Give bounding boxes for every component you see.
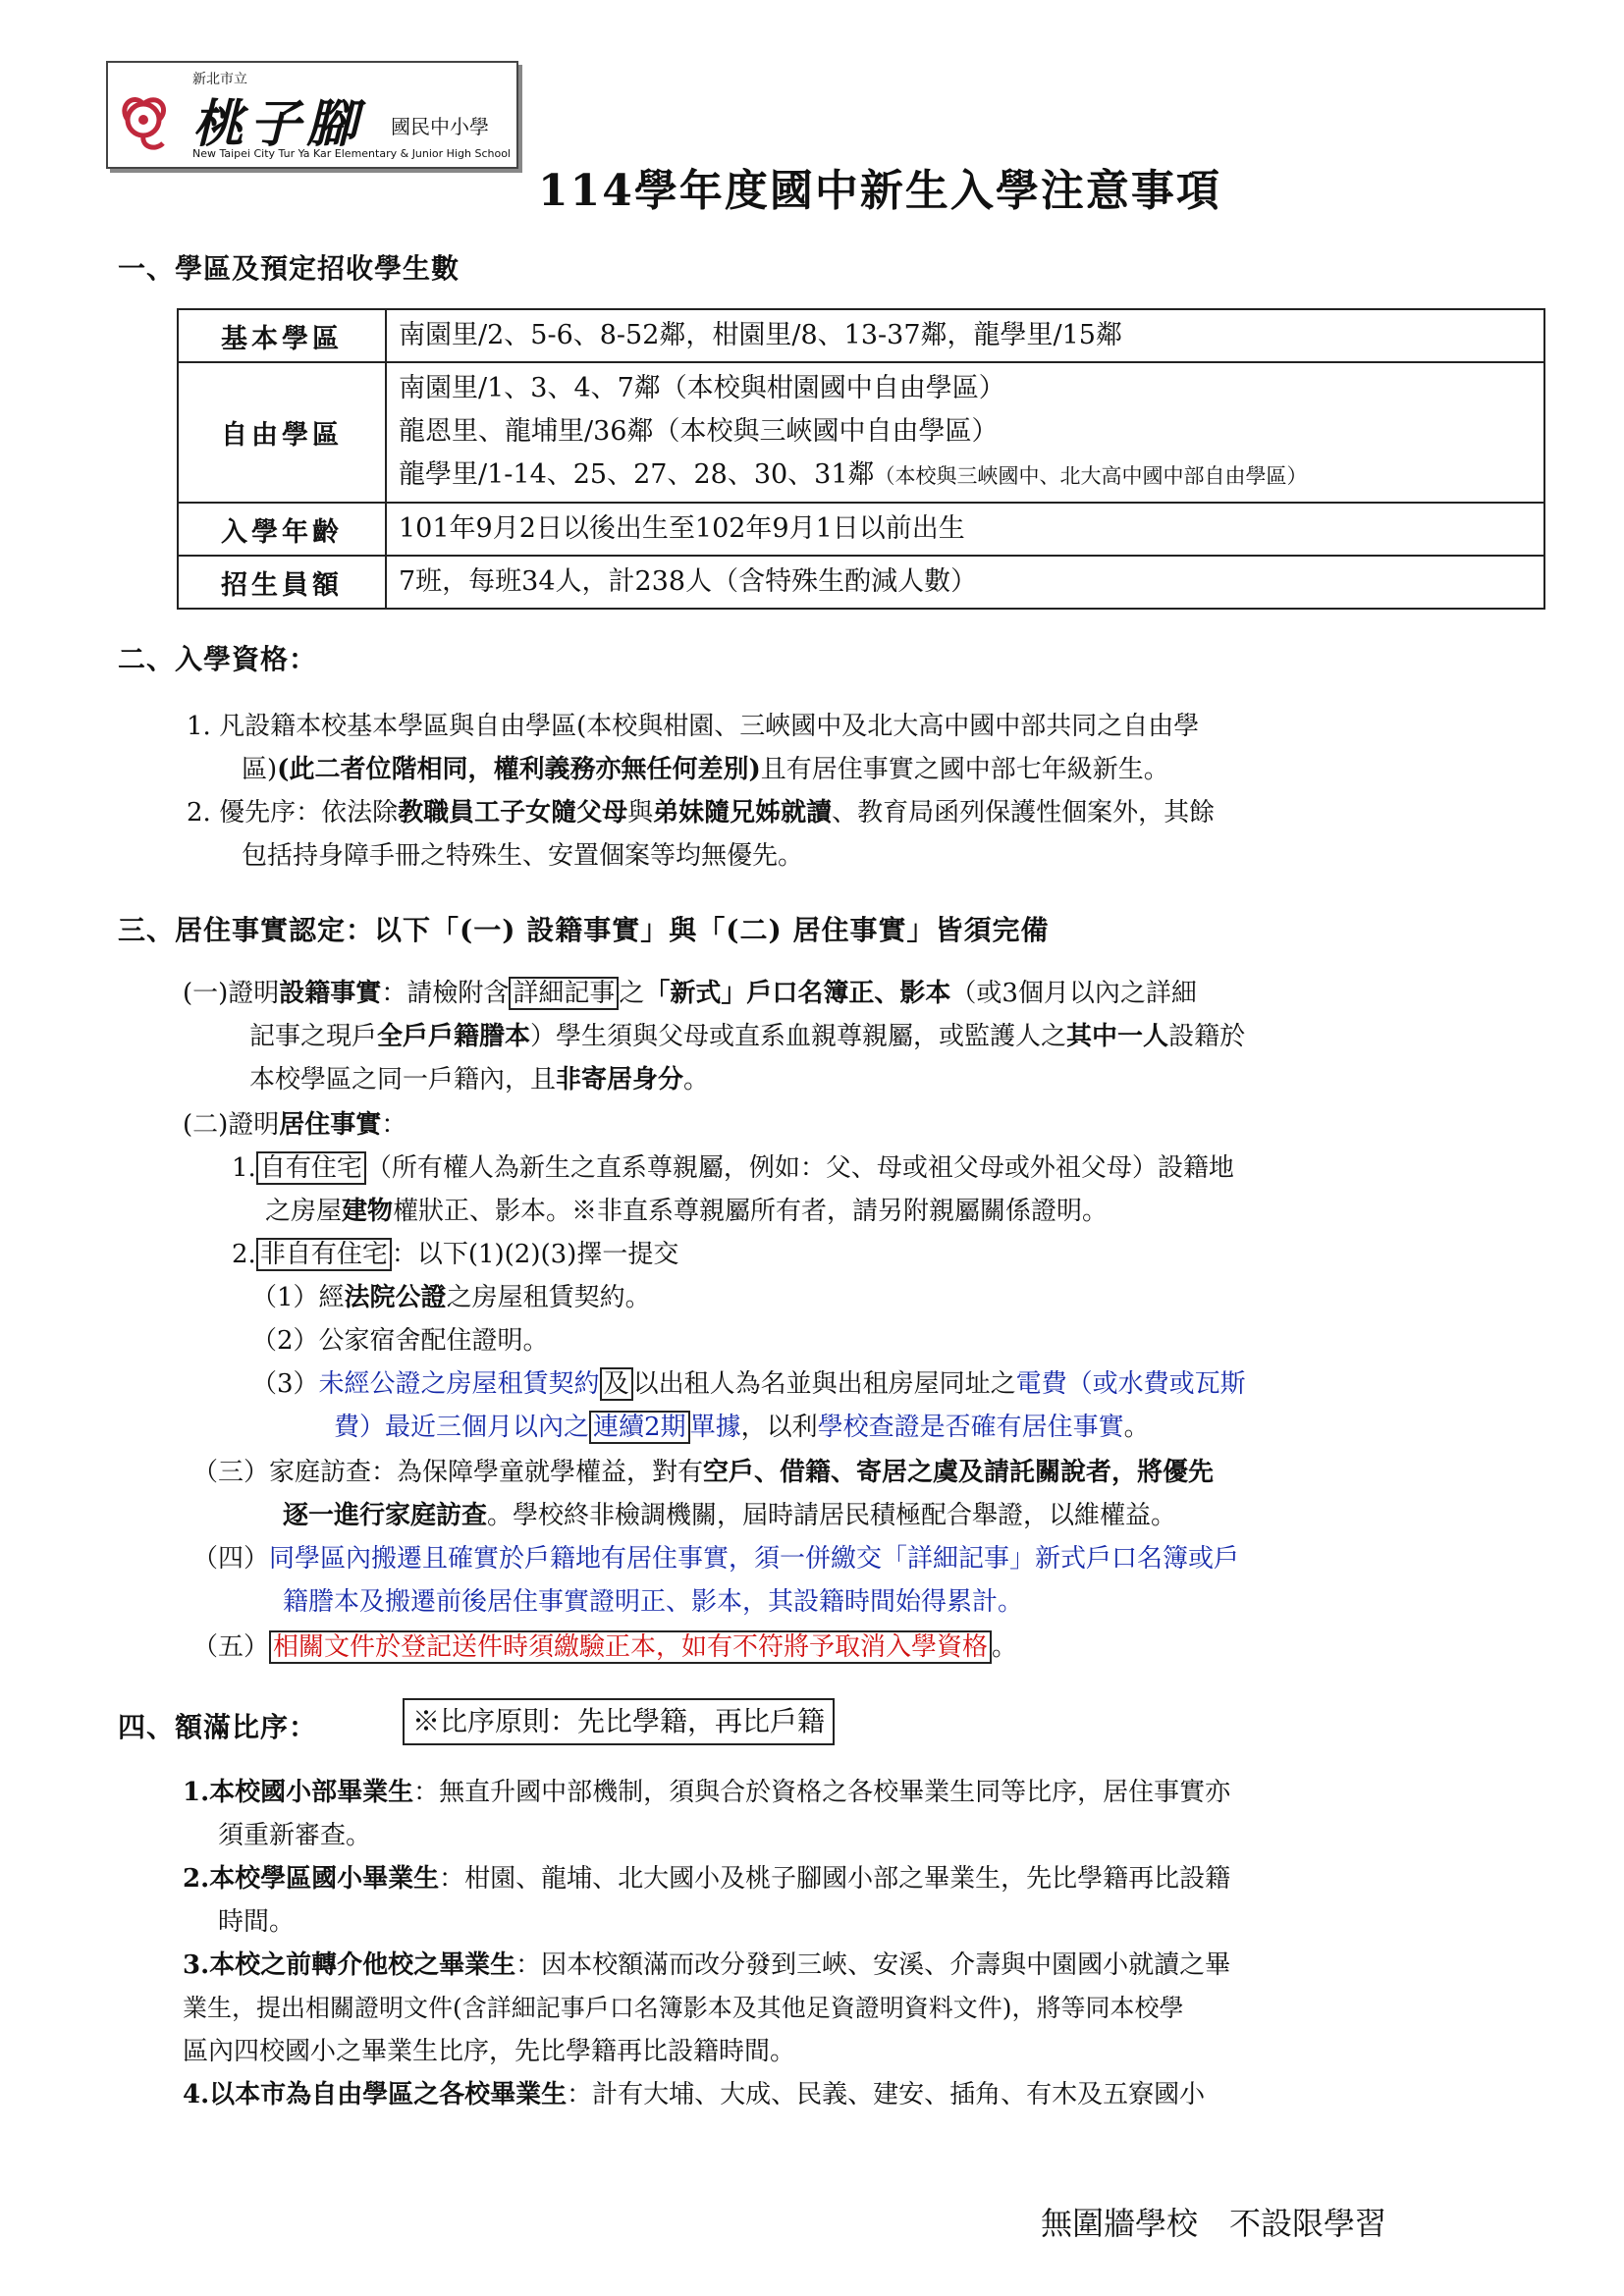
opt3-lease-text: 未經公證之房屋租賃契約 bbox=[318, 1369, 600, 1399]
s1-boxed: 詳細記事 bbox=[509, 977, 619, 1010]
i1-bold: 1.本校國小部畢業生 bbox=[183, 1778, 414, 1807]
section3-sub3-line1 bbox=[192, 1451, 1567, 1494]
ranking-item1-line1 bbox=[183, 1771, 1567, 1814]
s2-bold: 居住事實 bbox=[279, 1110, 382, 1140]
logo-english-name: New Taipei City Tur Ya Kar Elementary & Junior High School bbox=[192, 147, 511, 160]
s1-bold1: 設籍事實 bbox=[279, 979, 382, 1008]
section2-item1-bold: (此二者位階相同，權利義務亦無任何差別) bbox=[277, 755, 761, 784]
ranking-item1-line2: 須重新審查。 bbox=[218, 1821, 372, 1850]
section1-heading: 一、學區及預定招收學生數 bbox=[118, 252, 460, 285]
own-house-line2 bbox=[232, 1190, 1567, 1233]
s1-text-g: 設籍於 bbox=[1168, 1022, 1246, 1051]
own-text-b: 之房屋 bbox=[265, 1197, 343, 1226]
section2-item2-rest: 、教育局函列保護性個案外，其餘 bbox=[832, 798, 1216, 828]
s3-bold1: 空戶、借籍、寄居之虞及請託關說者，將優先 bbox=[703, 1458, 1215, 1487]
basic-district-label: 基本學區 bbox=[178, 309, 386, 362]
ranking-item2 bbox=[183, 1857, 1567, 1944]
district-table bbox=[177, 308, 1545, 610]
section2-item2-line1 bbox=[187, 791, 1561, 834]
section2-item1-text: 區) bbox=[242, 755, 278, 784]
ranking-item3-line1 bbox=[183, 1944, 1567, 1987]
ranking-item2-line2: 時間。 bbox=[218, 1907, 296, 1937]
opt3-text-b: ，以利 bbox=[740, 1413, 818, 1442]
opt1-text-b: 之房屋租賃契約。 bbox=[446, 1283, 651, 1312]
ranking-principle: ※比序原則：先比學籍，再比戶籍 bbox=[403, 1698, 835, 1745]
free-district-line2: 龍恩里、龍埔里/36鄰（本校與三峽國中自由學區） bbox=[399, 416, 999, 447]
ranking-item3-line2: 業生，提出相關證明文件(含詳細記事戶口名簿影本及其他足資證明資料文件)，將等同本校學 bbox=[183, 1994, 1184, 2022]
free-district-label: 自由學區 bbox=[178, 362, 386, 503]
logo-top-text: 新北市立 bbox=[192, 72, 247, 87]
section3-sub4 bbox=[192, 1537, 1567, 1624]
ranking-item4 bbox=[183, 2073, 1567, 2116]
section3-sub5 bbox=[192, 1626, 1017, 1669]
ranking-item3 bbox=[183, 1944, 1567, 2073]
i2-text-a: ：柑園、龍埔、北大國小及桃子腳國小部之畢業生，先比學籍再比設籍 bbox=[439, 1864, 1231, 1894]
s1-text-c: 之 bbox=[619, 979, 645, 1008]
non-own-house-boxed: 非自有住宅 bbox=[256, 1238, 392, 1271]
free-district-line3-note: （本校與三峽國中、北大高中國中部自由學區） bbox=[874, 464, 1308, 488]
s1-text-a: (一)證明 bbox=[183, 979, 280, 1008]
section2-item1-line2 bbox=[187, 748, 1561, 791]
section2-item2-mid: 與 bbox=[627, 798, 654, 828]
s1-bold2: 「新式」戶口名簿正、影本 bbox=[644, 979, 951, 1008]
flower-logo-icon bbox=[114, 86, 194, 155]
i4-bold: 4.以本市為自由學區之各校畢業生 bbox=[183, 2080, 568, 2109]
s1-text-i: 。 bbox=[683, 1065, 710, 1095]
s1-text-b: ：請檢附含 bbox=[381, 979, 510, 1008]
s1-text-e: 記事之現戶 bbox=[249, 1022, 378, 1051]
option3 bbox=[251, 1362, 1567, 1449]
section3-sub1-line3 bbox=[183, 1058, 1557, 1101]
s1-bold5: 非寄居身分 bbox=[556, 1065, 684, 1095]
section3-sub1-line2 bbox=[183, 1015, 1557, 1058]
free-district-line3 bbox=[399, 454, 1532, 498]
section3-heading: 三、居住事實認定：以下「(一) 設籍事實」與「(二) 居住事實」皆須完備 bbox=[118, 914, 1050, 946]
section3-sub2-heading bbox=[183, 1103, 406, 1147]
section2-item2 bbox=[187, 791, 1561, 878]
ranking-item1 bbox=[183, 1771, 1567, 1857]
s1-bold4: 其中一人 bbox=[1066, 1022, 1169, 1051]
s3-text-a: （三）家庭訪查：為保障學童就學權益，對有 bbox=[192, 1458, 704, 1487]
section3-sub3 bbox=[192, 1451, 1567, 1537]
page-title: 114學年度國中新生入學注意事項 bbox=[538, 166, 1221, 216]
own-house-item bbox=[232, 1147, 1567, 1233]
s1-text-h: 本校學區之同一戶籍內，且 bbox=[249, 1065, 557, 1095]
own-house-boxed: 自有住宅 bbox=[256, 1151, 366, 1185]
section3-sub1 bbox=[183, 972, 1557, 1101]
section2-item1 bbox=[187, 705, 1561, 791]
s2-text-a: (二)證明 bbox=[183, 1110, 280, 1140]
s3-text-b: 。學校終非檢調機關，屆時請居民積極配合舉證，以維權益。 bbox=[487, 1501, 1177, 1530]
section3-sub3-line2 bbox=[192, 1494, 1567, 1537]
i2-bold: 2.本校學區國小畢業生 bbox=[183, 1864, 440, 1894]
section3-sub4-line2: 籍謄本及搬遷前後居住事實證明正、影本，其設籍時間始得累計。 bbox=[283, 1587, 1024, 1617]
section2-item2-line2: 包括持身障手冊之特殊生、安置個案等均無優先。 bbox=[242, 841, 804, 871]
opt3-two-periods-boxed: 連續2期 bbox=[589, 1411, 690, 1444]
i3-bold: 3.本校之前轉介他校之畢業生 bbox=[183, 1950, 516, 1980]
s5-end: 。 bbox=[992, 1632, 1018, 1662]
section4-heading: 四、額滿比序： bbox=[118, 1711, 318, 1743]
opt3-text-a: 以出租人為名並與出租房屋同址之 bbox=[632, 1369, 1016, 1399]
own-text-a: （所有權人為新生之直系尊親屬，例如：父、母或祖父母或外祖父母）設籍地 bbox=[365, 1153, 1234, 1183]
ranking-item3-line3: 區內四校國小之畢業生比序，先比學籍再比設籍時間。 bbox=[183, 2037, 796, 2066]
opt3-num: （3） bbox=[251, 1369, 319, 1399]
section3-sub4-line1 bbox=[192, 1537, 1567, 1580]
nonown-text: ：以下(1)(2)(3)擇一提交 bbox=[391, 1240, 679, 1269]
own-num: 1. bbox=[232, 1153, 256, 1183]
option3-line1 bbox=[251, 1362, 1567, 1406]
age-value: 101年9月2日以後出生至102年9月1日以前出生 bbox=[386, 503, 1544, 556]
section2-item2-bold2: 弟妹隨兄姊就讀 bbox=[653, 798, 833, 828]
section2-item1-end: 且有居住事實之國中部七年級新生。 bbox=[760, 755, 1169, 784]
ranking-item2-line1 bbox=[183, 1857, 1567, 1900]
section2-heading: 二、入學資格： bbox=[118, 643, 318, 675]
opt3-blue1: 電費（或水費或瓦斯 bbox=[1015, 1369, 1246, 1399]
opt3-blue4: 學校查證是否確有居住事實 bbox=[817, 1413, 1124, 1442]
s4-num: （四） bbox=[192, 1544, 270, 1574]
opt1-bold: 法院公證 bbox=[344, 1283, 447, 1312]
option2: （2）公家宿舍配住證明。 bbox=[251, 1326, 549, 1356]
nonown-num: 2. bbox=[232, 1240, 256, 1269]
s1-text-d: （或3個月以內之詳細 bbox=[950, 979, 1197, 1008]
section2-item2-bold1: 教職員工子女隨父母 bbox=[398, 798, 628, 828]
opt3-and-boxed: 及 bbox=[600, 1367, 633, 1401]
s4-blue1: 同學區內搬遷且確實於戶籍地有居住事實，須一併繳交「詳細記事」新式戶口名簿或戶 bbox=[269, 1544, 1240, 1574]
section2-item2-text: 2. 優先序：依法除 bbox=[187, 798, 399, 828]
own-text-c: 權狀正、影本。※非直系尊親屬所有者，請另附親屬關係證明。 bbox=[393, 1197, 1109, 1226]
s5-red-boxed: 相關文件於登記送件時須繳驗正本，如有不符將予取消入學資格 bbox=[269, 1630, 992, 1664]
opt3-blue2: 費）最近三個月以內之 bbox=[334, 1413, 590, 1442]
free-district-line1: 南園里/1、3、4、7鄰（本校與柑園國中自由學區） bbox=[399, 373, 1005, 403]
s1-bold3: 全戶戶籍謄本 bbox=[377, 1022, 531, 1051]
opt1-text-a: （1）經 bbox=[251, 1283, 345, 1312]
option3-line2 bbox=[251, 1406, 1567, 1449]
s2-text-b: ： bbox=[381, 1110, 407, 1140]
opt3-text-c: 。 bbox=[1123, 1413, 1150, 1442]
i3-text-a: ：因本校額滿而改分發到三峽、安溪、介壽與中園國小就讀之畢 bbox=[515, 1950, 1231, 1980]
free-district-value bbox=[386, 362, 1544, 503]
own-bold: 建物 bbox=[342, 1197, 394, 1226]
section3-sub1-line1 bbox=[183, 972, 1557, 1015]
s5-num: （五） bbox=[192, 1632, 270, 1662]
age-label: 入學年齡 bbox=[178, 503, 386, 556]
free-district-line3-main: 龍學里/1-14、25、27、28、30、31鄰 bbox=[399, 459, 875, 490]
footer-slogan: 無圍牆學校 不設限學習 bbox=[1041, 2205, 1387, 2242]
quota-value: 7班，每班34人，計238人（含特殊生酌減人數） bbox=[386, 556, 1544, 609]
non-own-house-item bbox=[232, 1233, 678, 1276]
own-house-line1 bbox=[232, 1147, 1567, 1190]
opt3-blue3: 單據 bbox=[689, 1413, 741, 1442]
option1 bbox=[251, 1276, 651, 1319]
logo-school-type: 國民中小學 bbox=[391, 115, 489, 138]
s1-text-f: ）學生須與父母或直系血親尊親屬，或監護人之 bbox=[530, 1022, 1067, 1051]
logo-school-name: 桃子腳 bbox=[192, 94, 364, 154]
section2-item1-line1: 1. 凡設籍本校基本學區與自由學區(本校與柑園、三峽國中及北大高中國中部共同之自由學 bbox=[187, 712, 1200, 741]
basic-district-value: 南園里/2、5-6、8-52鄰，柑園里/8、13-37鄰，龍學里/15鄰 bbox=[386, 309, 1544, 362]
i1-text-a: ：無直升國中部機制，須與合於資格之各校畢業生同等比序，居住事實亦 bbox=[413, 1778, 1231, 1807]
quota-label: 招生員額 bbox=[178, 556, 386, 609]
s3-bold2: 逐一進行家庭訪查 bbox=[283, 1501, 488, 1530]
i4-text-a: ：計有大埔、大成、民義、建安、插角、有木及五寮國小 bbox=[567, 2080, 1206, 2109]
